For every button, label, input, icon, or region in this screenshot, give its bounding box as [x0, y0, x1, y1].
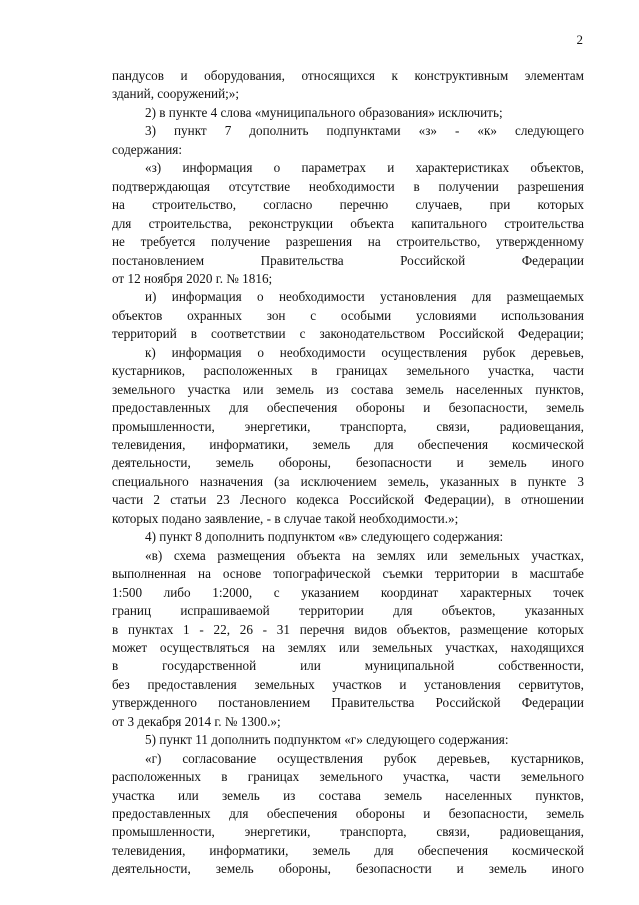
text-line: подтверждающая отсутствие необходимости в получении разрешения — [112, 178, 584, 194]
text-line: может осуществляться на землях или земельных участках, находящихся — [112, 639, 584, 655]
text-line: зданий, сооружений;»; — [112, 86, 240, 102]
text-line: выполненная на основе топографической съемки территории в масштабе — [112, 566, 584, 582]
text-line: которых подано заявление, - в случае такой необходимости.»; — [112, 510, 459, 526]
text-line: части 2 статьи 23 Лесного кодекса Российской Федерации), в отношении — [112, 492, 584, 508]
text-line: границ испрашиваемой территории для объектов, указанных — [112, 603, 584, 619]
text-line: в государственной или муниципальной собственности, — [112, 658, 584, 674]
text-line: территорий в соответствии с законодательством Российской Федерации; — [112, 326, 584, 342]
text-line: для строительства, реконструкции объекта капитального строительства — [112, 215, 584, 231]
text-line: содержания: — [112, 141, 183, 157]
text-line: 3) пункт 7 дополнить подпунктами «з» - «к» следующего — [145, 123, 584, 139]
text-line: промышленности, энергетики, транспорта, связи, радиовещания, — [112, 824, 584, 840]
text-line: 2) в пункте 4 слова «муниципального образования» исключить; — [145, 104, 503, 120]
text-line: предоставленных для обеспечения обороны и безопасности, земель — [112, 400, 584, 416]
text-line: 5) пункт 11 дополнить подпунктом «г» следующего содержания: — [145, 732, 509, 748]
text-line: «г) согласование осуществления рубок деревьев, кустарников, — [145, 750, 584, 766]
text-line: постановлением Правительства Российской Федерации — [112, 252, 584, 268]
text-line: специального назначения (за исключением земель, указанных в пункте 3 — [112, 473, 584, 489]
text-line: без предоставления земельных участков и установления сервитутов, — [112, 676, 584, 692]
text-line: от 12 ноября 2020 г. № 1816; — [112, 270, 273, 286]
text-line: и) информация о необходимости установления для размещаемых — [145, 289, 584, 305]
text-line: объектов охранных зон с особыми условиями использования — [112, 307, 584, 323]
text-line: расположенных в границах земельного участка, части земельного — [112, 769, 584, 785]
text-line: не требуется получение разрешения на строительство, утвержденному — [112, 234, 584, 250]
text-line: деятельности, земель обороны, безопасности и земель иного — [112, 455, 584, 471]
text-line: утвержденного постановлением Правительства Российской Федерации — [112, 695, 584, 711]
text-line: «в) схема размещения объекта на землях или земельных участках, — [145, 547, 584, 563]
text-line: промышленности, энергетики, транспорта, связи, радиовещания, — [112, 418, 584, 434]
text-line: предоставленных для обеспечения обороны и безопасности, земель — [112, 806, 584, 821]
text-line: 4) пункт 8 дополнить подпунктом «в» следующего содержания: — [145, 529, 504, 545]
text-line: деятельности, земель обороны, безопасности и земель иного — [112, 861, 584, 877]
text-line: земельного участка или земель из состава земель населенных пунктов, — [112, 381, 584, 397]
text-line: пандусов и оборудования, относящихся к конструктивным элементам — [112, 68, 584, 83]
text-line: кустарников, расположенных в границах земельного участка, части — [112, 363, 584, 379]
text-line: к) информация о необходимости осуществления рубок деревьев, — [145, 344, 584, 360]
text-line: от 3 декабря 2014 г. № 1300.»; — [112, 713, 281, 729]
text-line: на строительство, согласно перечню случаев, при которых — [112, 197, 584, 213]
text-line: в пунктах 1 - 22, 26 - 31 перечня видов объектов, размещение которых — [112, 621, 584, 637]
page-number: 2 — [576, 32, 583, 47]
text-line: телевидения, информатики, земель для обеспечения космической — [112, 842, 584, 858]
text-line: «з) информация о параметрах и характеристиках объектов, — [145, 160, 584, 176]
text-line: участка или земель из состава земель населенных пунктов, — [112, 787, 584, 803]
text-line: телевидения, информатики, земель для обеспечения космической — [112, 437, 584, 452]
text-line: 1:500 либо 1:2000, с указанием координат характерных точек — [112, 584, 584, 600]
